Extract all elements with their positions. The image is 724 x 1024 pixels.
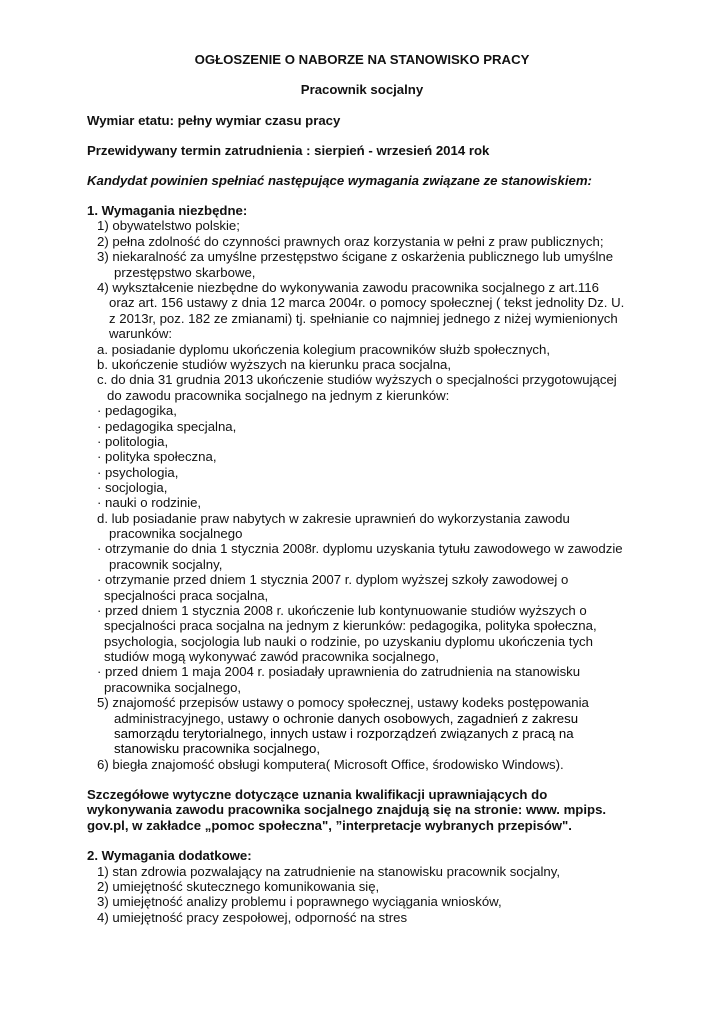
list-item: warunków: — [109, 326, 173, 341]
requirements-intro: Kandydat powinien spełniać następujące wymagania związane ze stanowiskiem: — [87, 173, 592, 188]
section1-heading: 1. Wymagania niezbędne: — [87, 203, 248, 218]
list-item: a. posiadanie dyplomu ukończenia kolegium pracowników służb społecznych, — [97, 342, 551, 357]
list-item: 6) biegła znajomość obsługi komputera( Microsoft Office, środowisko Windows). — [97, 757, 564, 772]
list-item: · przed dniem 1 maja 2004 r. posiadały uprawnienia do zatrudnienia na stanowisku — [97, 664, 581, 679]
document-title: OGŁOSZENIE O NABORZE NA STANOWISKO PRACY — [194, 52, 530, 67]
list-item: pracownika socjalnego, — [104, 680, 242, 695]
list-item: specjalności praca socjalna, — [104, 588, 269, 603]
list-item: przestępstwo skarbowe, — [114, 265, 256, 280]
list-item: 1) stan zdrowia pozwalający na zatrudnienie na stanowisku pracownik socjalny, — [97, 864, 561, 879]
list-item: · polityka społeczna, — [97, 449, 217, 464]
list-item: · otrzymanie do dnia 1 stycznia 2008r. dyplomu uzyskania tytułu zawodowego w zawodzie — [97, 541, 623, 556]
guidelines-line: wykonywania zawodu pracownika socjalnego znajdują się na stronie: www. mpips. — [87, 802, 607, 817]
list-item: studiów mogą wykonywać zawód pracownika socjalnego, — [104, 649, 439, 664]
list-item: 5) znajomość przepisów ustawy o pomocy społecznej, ustawy kodeks postępowania — [97, 695, 589, 710]
guidelines-line: gov.pl, w zakładce „pomoc społeczna", ”interpretacje wybranych przepisów". — [87, 818, 572, 833]
list-item: oraz art. 156 ustawy z dnia 12 marca 2004r. o pomocy społecznej ( tekst jednolity Dz. U. — [109, 295, 625, 310]
list-item: 2) umiejętność skutecznego komunikowania się, — [97, 879, 380, 894]
list-item: 3) umiejętność analizy problemu i poprawnego wyciągania wniosków, — [97, 894, 502, 909]
list-item: 3) niekaralność za umyślne przestępstwo ścigane z oskarżenia publicznego lub umyślne — [97, 249, 614, 264]
list-item: · pedagogika, — [97, 403, 177, 418]
list-item-text-part: administracyjnego — [114, 711, 221, 726]
list-item: · psychologia, — [97, 465, 179, 480]
list-item: d. lub posiadanie praw nabytych w zakresie uprawnień do wykorzystania zawodu — [97, 511, 570, 526]
list-item: · nauki o rodzinie, — [97, 495, 202, 510]
list-item-text-part: , ustawy o ochronie danych osobowych, zagadnień z zakresu — [220, 711, 579, 726]
start-date: Przewidywany termin zatrudnienia : sierpień - wrzesień 2014 rok — [87, 143, 490, 158]
list-item: z 2013r, poz. 182 ze zmianami) tj. spełnianie co najmniej jednego z niżej wymienionych — [109, 311, 618, 326]
section2-heading: 2. Wymagania dodatkowe: — [87, 848, 252, 863]
guidelines-line: Szczegółowe wytyczne dotyczące uznania kwalifikacji uprawniających do — [87, 787, 548, 802]
list-item: · przed dniem 1 stycznia 2008 r. ukończenie lub kontynuowanie studiów wyższych o — [97, 603, 587, 618]
list-item: specjalności praca socjalna na jednym z kierunków: pedagogika, polityka społeczna, — [104, 618, 597, 633]
list-item: pracownik socjalny, — [109, 557, 223, 572]
list-item: 1) obywatelstwo polskie; — [97, 218, 240, 233]
list-item: 2) pełna zdolność do czynności prawnych oraz korzystania w pełni z praw publicznych; — [97, 234, 604, 249]
list-item: psychologia, socjologia lub nauki o rodzinie, po uzyskaniu dyplomu ukończenia tych — [104, 634, 593, 649]
list-item: samorządu terytorialnego, innych ustaw i rozporządzeń związanych z pracą na — [114, 726, 574, 741]
list-item: b. ukończenie studiów wyższych na kierunku praca socjalna, — [97, 357, 452, 372]
list-item-text-part — [114, 711, 578, 727]
list-item: 4) wykształcenie niezbędne do wykonywania zawodu pracownika socjalnego z art.116 — [97, 280, 599, 295]
list-item: 4) umiejętność pracy zespołowej, odporność na stres — [97, 910, 408, 925]
list-item: pracownika socjalnego — [109, 526, 243, 541]
position-title: Pracownik socjalny — [300, 82, 424, 97]
list-item: do zawodu pracownika socjalnego na jednym z kierunków: — [107, 388, 450, 403]
list-item: c. do dnia 31 grudnia 2013 ukończenie studiów wyższych o specjalności przygotowującej — [97, 372, 617, 387]
list-item: · politologia, — [97, 434, 169, 449]
list-item: · socjologia, — [97, 480, 168, 495]
list-item: · otrzymanie przed dniem 1 stycznia 2007 r. dyplom wyższej szkoły zawodowej o — [97, 572, 569, 587]
work-time: Wymiar etatu: pełny wymiar czasu pracy — [87, 113, 341, 128]
list-item: · pedagogika specjalna, — [97, 419, 237, 434]
list-item: stanowisku pracownika socjalnego, — [114, 741, 320, 756]
